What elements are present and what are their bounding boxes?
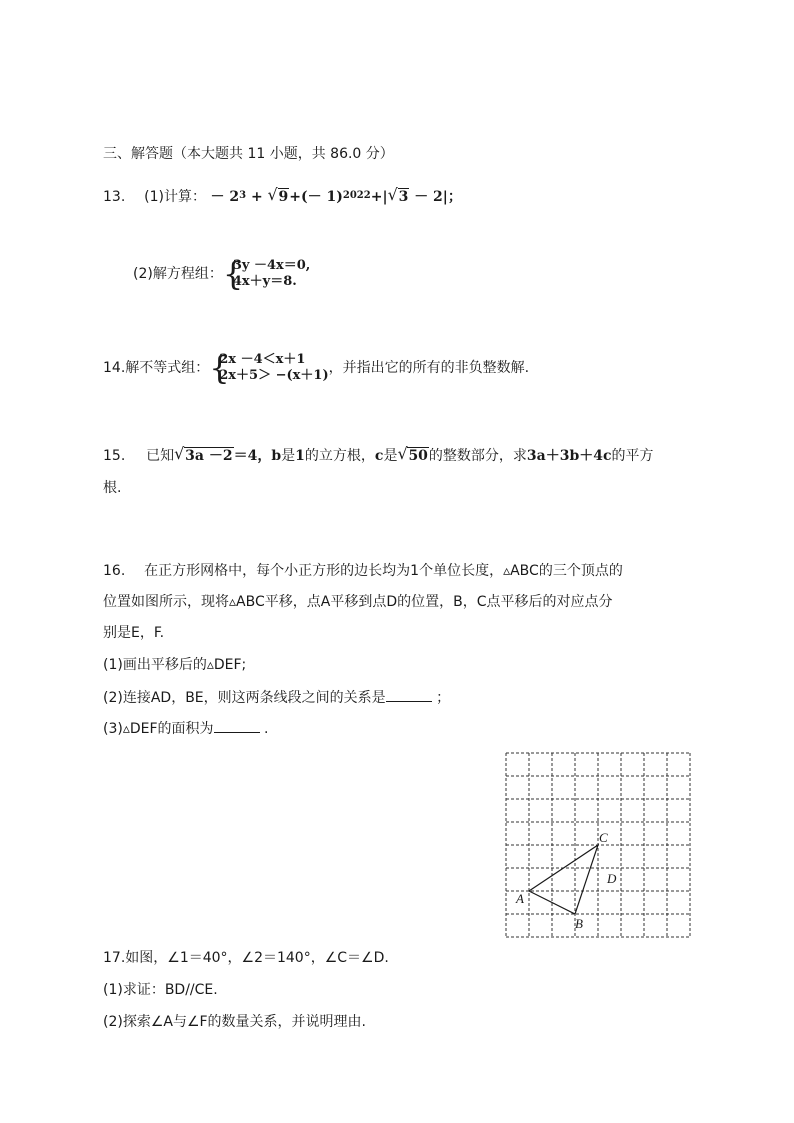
q13-eq2: 4x＋y＝8. [232, 274, 297, 289]
q14-suffix: ，并指出它的所有的非负整数解. [328, 360, 530, 376]
answer-blank-2[interactable] [214, 718, 260, 733]
q15-number: 15. [103, 448, 126, 464]
q16-part2: (2)连接AD，BE，则这两条线段之间的关系是 ； [103, 687, 450, 708]
q15-line1: 15. 已知 √ 3a －2＝4，b是1的立方根，c是 √ 50的整数部分，求3a＋3b＋4c的平方 [103, 444, 654, 464]
q17-line1: 17.如图，∠1＝40°，∠2＝140°，∠C＝∠D. [103, 950, 389, 966]
q13-part2 [133, 255, 311, 293]
q13-equation-system: { 3y －4x＝0, 4x＋y＝8. [222, 255, 311, 293]
q13-part1-prefix: (1)计算： [144, 189, 207, 205]
section-title: 三、解答题（本大题共 11 小题，共 86.0 分） [103, 146, 394, 162]
q13-expression: － $2^3$ + √ $9+(- 1)^{2022}+|$ √ 3 － 2|； [210, 185, 462, 205]
q15-root2: √ 50 [397, 444, 428, 464]
q14-number: 14. [103, 360, 126, 376]
label-a: A [516, 891, 524, 906]
q16-line1: 16. 在正方形网格中，每个小正方形的边长均为1个单位长度，▵ABC的三个顶点的 [103, 563, 623, 579]
q15-line2: 根. [103, 480, 122, 496]
q16-line2: 位置如图所示，现将▵ABC平移，点A平移到点D的位置，B，C点平移后的对应点分 [103, 594, 613, 610]
q17-part2: (2)探索∠A与∠F的数量关系，并说明理由. [103, 1014, 367, 1030]
q16-part3: (3)▵DEF的面积为 . [103, 718, 268, 739]
q16-line3: 别是E，F. [103, 625, 165, 641]
label-d: D [607, 871, 617, 886]
q15-root: √ 3a －2 [174, 444, 233, 464]
answer-blank-1[interactable] [386, 687, 432, 702]
triangle-abc [529, 845, 598, 914]
q14-ineq1: 2x －4＜x＋1 [219, 352, 306, 367]
q16-part1: (1)画出平移后的▵DEF; [103, 657, 247, 673]
q16-grid-figure [505, 752, 693, 940]
label-b: B [575, 916, 583, 931]
q13-number: 13. [103, 189, 126, 205]
q16-number: 16. [103, 563, 126, 579]
q13-part1 [103, 187, 462, 209]
q14-ineq2: 2x＋5＞ −(x＋1) [219, 368, 329, 383]
q14-prefix: 解不等式组： [125, 360, 210, 376]
q13-eq1: 3y －4x＝0, [232, 258, 311, 273]
q17-part1: (1)求证：BD//CE. [103, 982, 218, 998]
q14-inequality-system: { 2x －4＜x＋1 2x＋5＞ −(x＋1) [209, 349, 329, 387]
q17-number: 17. [103, 950, 126, 966]
q13-part2-prefix: (2)解方程组： [133, 266, 223, 282]
q14 [103, 349, 530, 387]
label-c: C [599, 830, 608, 845]
